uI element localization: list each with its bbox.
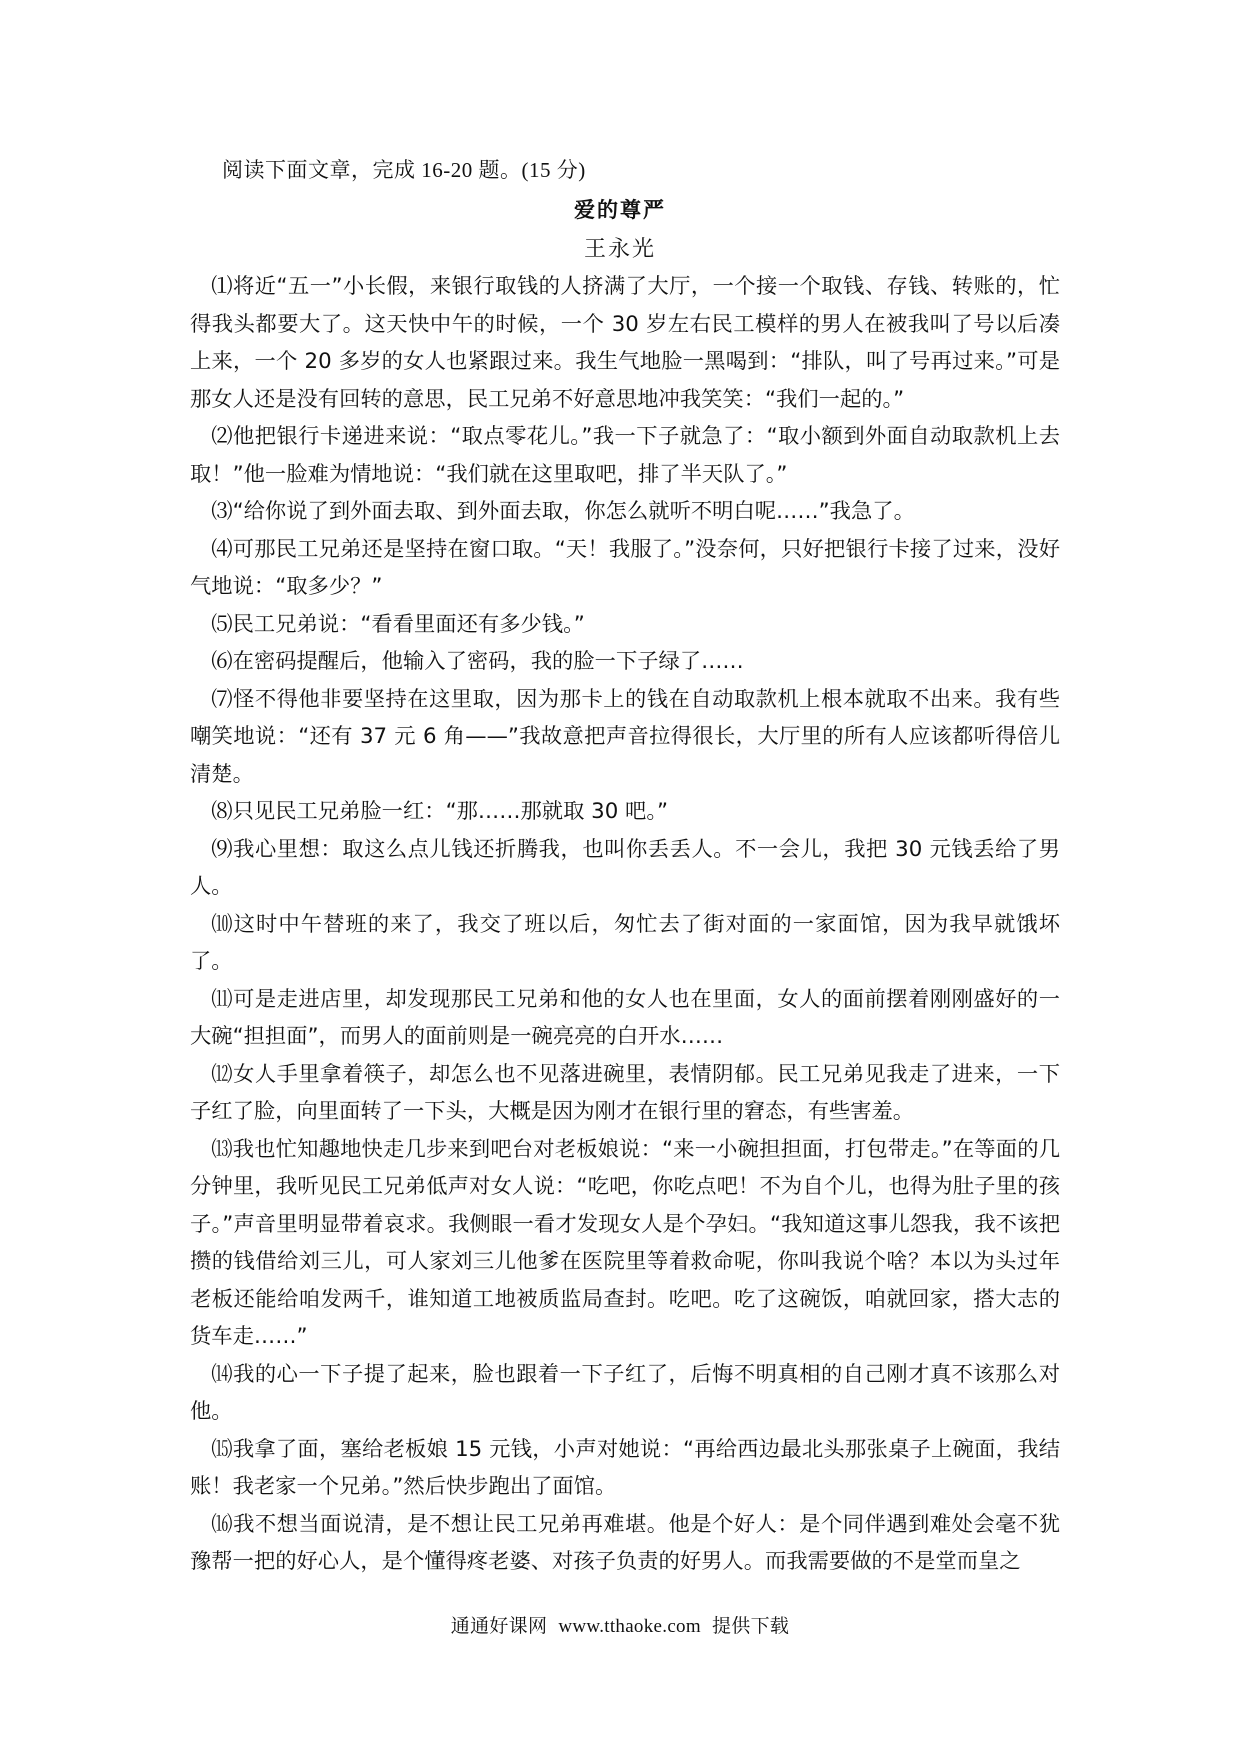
article-author: 王永光 — [583, 237, 656, 262]
article-body — [190, 268, 1060, 1581]
paragraph-1: ⑴将近“五一”小长假，来银行取钱的人挤满了大厅，一个接一个取钱、存钱、转账的，忙得我头都要大了。这天快中午的时候，一个 30 岁左右民工模样的男人在被我叫了号以后凑上来，一个 20 多岁的女人也紧跟过来。我生气地脸一黑喝到：“排队，叫了号再过来。”可是那女人还是没有回转的意思，民工兄弟不好意思地冲我笑笑：“我们一起的。” — [190, 274, 1060, 412]
page-footer — [0, 1611, 1240, 1638]
paragraph-7: ⑺怪不得他非要坚持在这里取，因为那卡上的钱在自动取款机上根本就取不出来。我有些嘲笑地说：“还有 37 元 6 角——”我故意把声音拉得很长，大厅里的所有人应该都听得倍儿清楚。 — [190, 686, 1060, 787]
paragraph-14: ⒁我的心一下子提了起来，脸也跟着一下子红了，后悔不明真相的自己刚才真不该那么对他。 — [190, 1361, 1060, 1424]
paragraph-16: ⒃我不想当面说清，是不想让民工兄弟再难堪。他是个好人：是个同伴遇到难处会毫不犹豫帮一把的好心人，是个懂得疼老婆、对孩子负责的好男人。而我需要做的不是堂而皇之 — [190, 1511, 1060, 1574]
article-title: 爱的尊严 — [574, 197, 666, 222]
paragraph-15: ⒂我拿了面，塞给老板娘 15 元钱，小声对她说：“再给西边最北头那张桌子上碗面，我结账！我老家一个兄弟。”然后快步跑出了面馆。 — [190, 1436, 1060, 1499]
paragraph-3: ⑶“给你说了到外面去取、到外面去取，你怎么就听不明白呢……”我急了。 — [211, 499, 915, 524]
paragraph-8: ⑻只见民工兄弟脸一红：“那……那就取 30 吧。” — [211, 799, 668, 824]
footer-site-name: 通通好课网 — [450, 1616, 548, 1637]
footer-suffix: 提供下载 — [712, 1616, 790, 1637]
question-intro: 阅读下面文章，完成 16-20 题。(15 分) — [222, 158, 586, 182]
paragraph-4: ⑷可那民工兄弟还是坚持在窗口取。“天！我服了。”没奈何，只好把银行卡接了过来，没好气地说：“取多少？” — [190, 536, 1060, 599]
paragraph-11: ⑾可是走进店里，却发现那民工兄弟和他的女人也在里面，女人的面前摆着刚刚盛好的一大碗“担担面”，而男人的面前则是一碗亮亮的白开水…… — [190, 986, 1060, 1049]
paragraph-10: ⑽这时中午替班的来了，我交了班以后，匆忙去了街对面的一家面馆，因为我早就饿坏了。 — [190, 911, 1060, 974]
paragraph-9: ⑼我心里想：取这么点儿钱还折腾我，也叫你丢丢人。不一会儿，我把 30 元钱丢给了男人。 — [190, 836, 1060, 899]
footer-url-link[interactable]: www.tthaoke.com — [558, 1616, 701, 1637]
paragraph-2: ⑵他把银行卡递进来说：“取点零花儿。”我一下子就急了：“取小额到外面自动取款机上去取！”他一脸难为情地说：“我们就在这里取吧，排了半天队了。” — [190, 424, 1060, 487]
paragraph-13: ⒀我也忙知趣地快走几步来到吧台对老板娘说：“来一小碗担担面，打包带走。”在等面的几分钟里，我听见民工兄弟低声对女人说：“吃吧，你吃点吧！不为自个儿，也得为肚子里的孩子。”声音里明显带着哀求。我侧眼一看才发现女人是个孕妇。“我知道这事儿怨我，我不该把攒的钱借给刘三儿，可人家刘三儿他爹在医院里等着救命呢，你叫我说个啥？本以为头过年老板还能给咱发两千，谁知道工地被质监局查封。吃吧。吃了这碗饭，咱就回家，搭大志的货车走……” — [190, 1136, 1060, 1349]
paragraph-6: ⑹在密码提醒后，他输入了密码，我的脸一下子绿了…… — [211, 649, 744, 674]
paragraph-12: ⑿女人手里拿着筷子，却怎么也不见落进碗里，表情阴郁。民工兄弟见我走了进来，一下子红了脸，向里面转了一下头，大概是因为刚才在银行里的窘态，有些害羞。 — [190, 1061, 1060, 1124]
paragraph-5: ⑸民工兄弟说：“看看里面还有多少钱。” — [211, 611, 585, 637]
